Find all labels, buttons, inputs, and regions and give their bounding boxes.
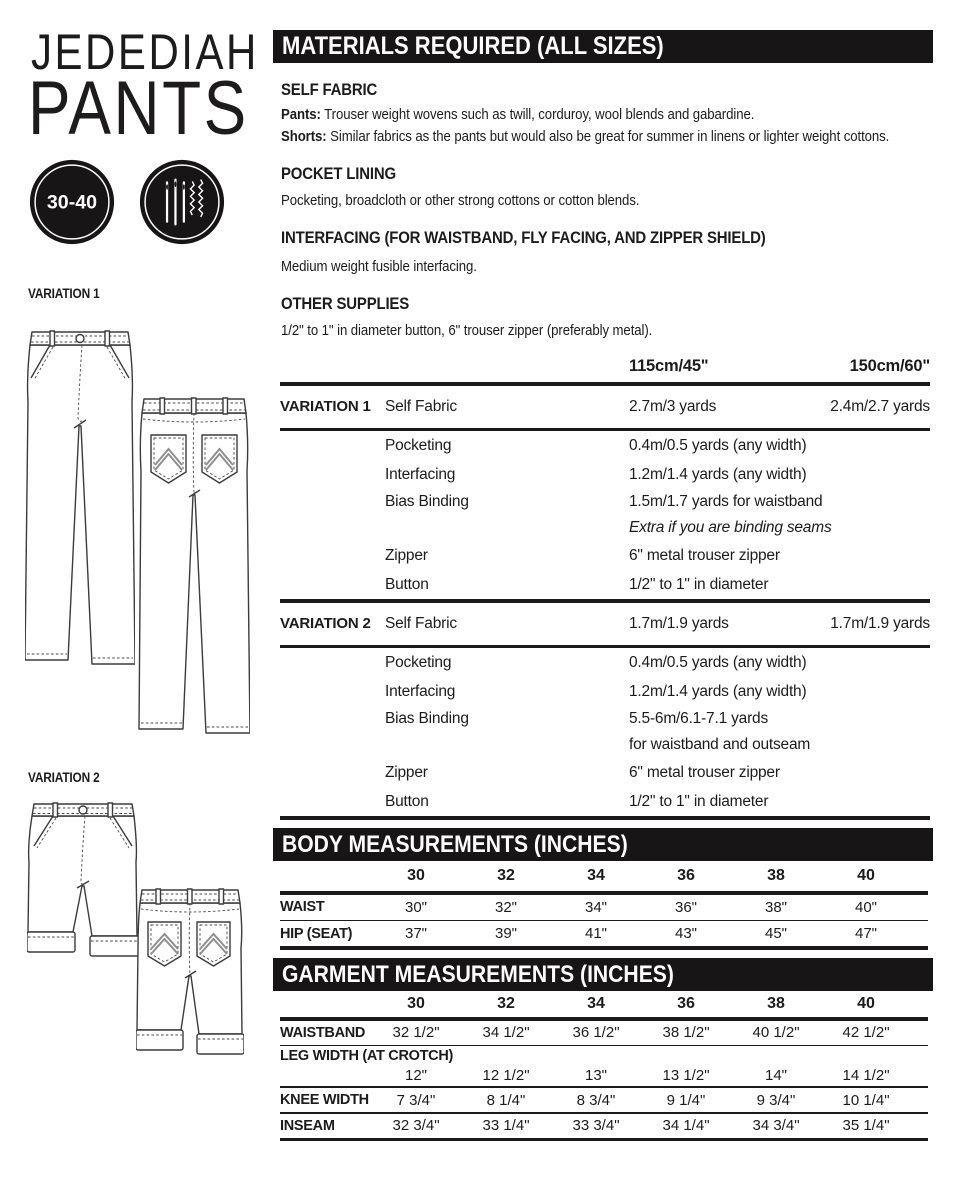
column-header-150cm: 150cm/60" [849,357,930,375]
cell: 47" [854,925,877,943]
other-supplies-heading: OTHER SUPPLIES [281,294,410,313]
cell: 14 1/2" [842,1067,890,1085]
value-cell: 1.2m/1.4 yards (any width) [629,682,807,700]
cell: 42 1/2" [842,1024,890,1041]
cell: 13 1/2" [662,1067,710,1085]
item-cell: Zipper [385,763,428,781]
row-label: HIP (SEAT) [280,925,353,942]
table-row [280,489,930,541]
table-header-row [280,344,930,382]
cell: 35 1/4" [842,1117,890,1135]
self-fabric-shorts-line [281,128,960,145]
value-line1: 5.5-6m/6.1-7.1 yards [629,710,769,727]
row-label: INSEAM [280,1117,335,1134]
value-115-cell: 2.7m/3 yards [629,397,717,415]
cell: 10 1/4" [842,1091,890,1109]
cell: 36" [674,898,697,916]
item-cell: Button [385,575,429,593]
item-cell: Button [385,792,429,810]
cell: 39" [494,925,517,943]
cell: 32" [494,898,517,916]
value-cell: 0.4m/0.5 yards (any width) [629,653,807,671]
row-label: WAIST [280,899,325,915]
materials-required-title: MATERIALS REQUIRED (ALL SIZES) [282,32,664,60]
variation1-self-fabric-row [280,386,930,428]
garment-measurements-title: GARMENT MEASUREMENTS (INCHES) [282,960,674,988]
table-row [280,541,930,570]
cell: 32 1/2" [392,1024,440,1041]
size-header-row [280,861,928,891]
variation-name-cell: VARIATION 1 [280,398,371,415]
size-col: 34 [587,867,605,884]
divider [280,816,930,820]
item-cell: Bias Binding [385,710,469,727]
value-cell: 1/2" to 1" in diameter [629,792,769,810]
variation2-self-fabric-row [280,603,930,645]
inseam-row [280,1114,928,1138]
value-cell: 6" metal trouser zipper [629,546,780,564]
cell: 9 1/4" [666,1091,706,1109]
size-header-row [280,991,928,1017]
size-badge [29,159,115,245]
item-cell: Bias Binding [385,493,469,510]
knee-width-row [280,1088,928,1112]
body-measurements-section [273,828,933,950]
cell: 7 3/4" [396,1091,436,1109]
garment-measurements-section [273,958,933,1141]
shorts-term: Shorts: [281,128,327,145]
value-line1: 1.5m/1.7 yards for waistband [629,493,823,510]
value-150-cell: 1.7m/1.9 yards [830,614,930,632]
interfacing-text: Medium weight fusible interfacing. [281,258,477,275]
shorts-description: Similar fabrics as the pants but would also be great for summer in linens or lighter weight cottons. [326,128,890,145]
size-col: 40 [857,995,875,1012]
cell: 34" [584,898,607,916]
table-row [280,758,930,787]
cell: 40 1/2" [752,1024,800,1041]
value-cell: 6" metal trouser zipper [629,763,780,781]
column-header-115cm: 115cm/45" [629,357,709,375]
cell: 41" [584,925,607,943]
cell: 9 3/4" [756,1091,796,1109]
cell: 12 1/2" [482,1067,530,1085]
page-title-line1: JEDEDIAH [31,24,259,80]
garment-measurements-table [280,991,928,1141]
item-cell: Pocketing [385,436,452,454]
variation-name-cell: VARIATION 2 [280,615,371,632]
waist-row [280,895,928,920]
body-measurements-title: BODY MEASUREMENTS (INCHES) [282,830,628,858]
value-cell: 1.2m/1.4 yards (any width) [629,465,807,483]
item-cell: Interfacing [385,465,456,483]
variation2-shorts-front-illustration [27,800,139,972]
value-150-cell: 2.4m/2.7 yards [830,397,930,415]
cell: 13" [584,1067,607,1085]
pants-term: Pants: [281,106,321,123]
table-row [280,460,930,489]
cell: 12" [404,1067,427,1085]
cell: 37" [404,925,427,943]
table-row [280,570,930,599]
size-col: 30 [407,867,425,884]
item-cell: Interfacing [385,682,456,700]
variation1-pants-back-illustration [138,395,250,737]
size-col: 36 [677,995,695,1012]
table-row [280,431,930,460]
cell: 43" [674,925,697,943]
table-row [280,648,930,677]
self-fabric-pants-line [281,106,819,123]
item-cell: Pocketing [385,653,452,671]
self-fabric-heading: SELF FABRIC [281,80,378,99]
row-label: LEG WIDTH (AT CROTCH) [280,1047,454,1064]
waistband-row [280,1021,928,1045]
item-cell: Zipper [385,546,428,564]
item-cell: Self Fabric [385,397,457,415]
value-cell [629,706,930,758]
value-115-cell: 1.7m/1.9 yards [629,614,729,632]
needles-icon [139,159,225,245]
divider [280,1138,928,1142]
pants-description: Trouser weight wovens such as twill, corduroy, wool blends and gabardine. [320,106,755,123]
cell: 40" [854,898,877,916]
size-col: 32 [497,867,515,884]
size-col: 40 [857,867,875,884]
value-cell: 1/2" to 1" in diameter [629,575,769,593]
variation2-shorts-back-illustration [136,886,244,1072]
pocket-lining-heading: POCKET LINING [281,164,396,183]
table-row [280,706,930,758]
interfacing-heading: INTERFACING (FOR WAISTBAND, FLY FACING, AND ZIPPER SHIELD) [281,228,766,247]
row-label: WAISTBAND [280,1024,366,1041]
value-line2: for waistband and outseam [629,736,811,753]
row-label: KNEE WIDTH [280,1092,369,1109]
garment-measurements-header-bar [273,958,933,991]
item-cell: Self Fabric [385,614,457,632]
cell: 33 1/4" [482,1117,530,1135]
cell: 32 3/4" [392,1117,440,1135]
hip-row [280,921,928,946]
value-cell: 0.4m/0.5 yards (any width) [629,436,807,454]
cell: 38 1/2" [662,1024,710,1041]
body-measurements-header-bar [273,828,933,861]
variation1-pants-front-illustration [25,328,135,676]
value-line2-note: Extra if you are binding seams [629,519,832,536]
page-title-line2: PANTS [28,66,249,151]
materials-required-header-bar [273,30,933,63]
value-cell [629,489,930,541]
variation2-label: VARIATION 2 [28,770,100,785]
table-row [280,677,930,706]
cell: 34 3/4" [752,1117,800,1135]
leg-width-values-row [280,1065,928,1086]
variation1-label: VARIATION 1 [28,286,100,301]
cell: 30" [404,898,427,916]
cell: 34 1/4" [662,1117,710,1135]
cell: 38" [764,898,787,916]
cell: 36 1/2" [572,1024,620,1041]
size-col: 34 [587,995,605,1012]
cell: 14" [764,1067,787,1085]
cell: 34 1/2" [482,1024,530,1041]
size-badge-text: 30-40 [46,191,98,214]
size-col: 38 [767,867,785,884]
size-col: 36 [677,867,695,884]
leg-width-label-row [280,1046,928,1065]
size-col: 38 [767,995,785,1012]
size-col: 32 [497,995,515,1012]
size-col: 30 [407,995,425,1012]
cell: 33 3/4" [572,1117,620,1135]
body-measurements-table [280,861,928,950]
table-row [280,787,930,816]
divider [280,946,928,950]
cell: 8 3/4" [576,1091,616,1109]
pocket-lining-text: Pocketing, broadcloth or other strong cottons or cotton blends. [281,192,640,209]
cell: 8 1/4" [486,1091,526,1109]
fabric-requirements-table [280,344,930,820]
cell: 45" [764,925,787,943]
other-supplies-text: 1/2" to 1" in diameter button, 6" trouser zipper (preferably metal). [281,322,653,339]
